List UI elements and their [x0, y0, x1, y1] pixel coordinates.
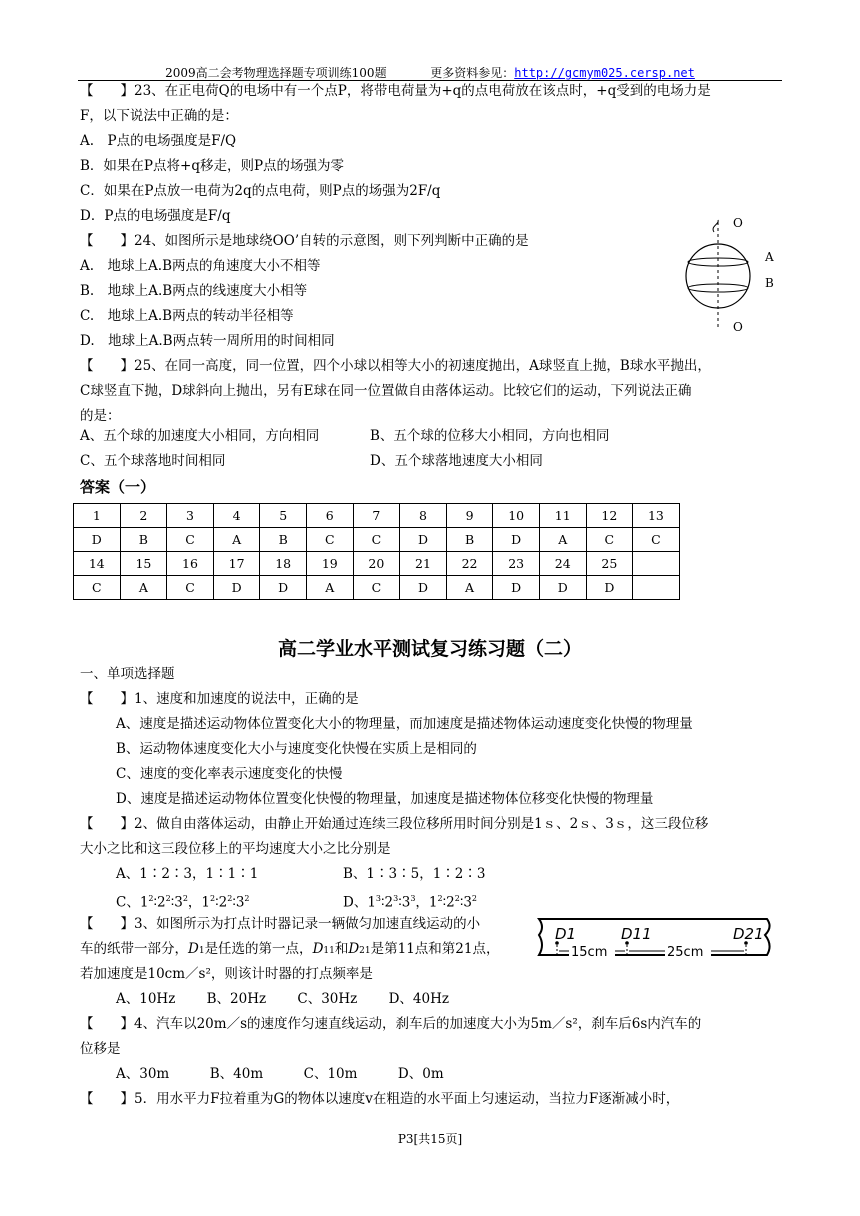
answers-cell: B — [120, 528, 167, 552]
p4-options: A、30m B、40m C、10m D、0m — [116, 1066, 444, 1082]
answers-cell: 7 — [353, 504, 400, 528]
answers-cell: A — [213, 528, 260, 552]
page-footer: P3[共15页] — [397, 1132, 463, 1146]
paper-tape-figure — [535, 915, 775, 971]
tape-label-d21: D21 — [733, 925, 764, 943]
answers-cell: C — [306, 528, 353, 552]
p4-stem-2: 位移是 — [80, 1041, 121, 1057]
p4-stem-1: 【 】4、汽车以20m／s的速度作匀速直线运动，刹车后的加速度大小为5m／s²，刹车后6s内汽车的 — [80, 1016, 702, 1032]
answers-cell: D — [400, 528, 447, 552]
tape-dist-1: 15cm — [571, 945, 608, 960]
answers-cell: 10 — [493, 504, 540, 528]
tape-dist-2: 25cm — [667, 945, 704, 960]
answers-cell: C — [167, 576, 214, 600]
tape-label-d1: D1 — [555, 925, 577, 943]
answers-cell: C — [353, 528, 400, 552]
header-more-label: 更多资料参见： — [430, 66, 515, 80]
p2-option-b: B、1∶3∶5，1∶2∶3 — [343, 866, 486, 882]
answers-cell: D — [493, 528, 540, 552]
answers-cell: D — [400, 576, 447, 600]
answers-cell: 23 — [493, 552, 540, 576]
answers-cell: 25 — [586, 552, 633, 576]
q24-stem: 【 】24、如图所示是地球绕OO’自转的示意图，则下列判断中正确的是 — [80, 233, 529, 249]
answers-cell: 14 — [74, 552, 121, 576]
q23-stem-1: 【 】23、在正电荷Q的电场中有一个点P，将带电荷量为+q的点电荷放在该点时，+q受到的电场力是 — [80, 83, 711, 99]
p2-stem-2: 大小之比和这三段位移上的平均速度大小之比分别是 — [80, 841, 391, 857]
p3-stem-1: 【 】3、如图所示为打点计时器记录一辆做匀加速直线运动的小 — [80, 916, 481, 932]
p2-option-a: A、1∶2∶3，1∶1∶1 — [116, 866, 259, 882]
answers-cell: B — [260, 528, 307, 552]
answers-cell: 20 — [353, 552, 400, 576]
q25-option-a: A、五个球的加速度大小相同，方向相同 — [80, 428, 320, 444]
answers-cell: D — [74, 528, 121, 552]
header-title: 2009高二会考物理选择题专项训练100题 — [165, 66, 387, 80]
q23-stem-2: F，以下说法中正确的是： — [80, 108, 238, 124]
answers-row — [74, 576, 680, 600]
answers-cell: 21 — [400, 552, 447, 576]
earth-rotation-figure — [680, 210, 780, 340]
answers-title: 答案（一） — [80, 478, 156, 496]
q24-option-b: B. 地球上A.B两点的线速度大小相等 — [80, 283, 308, 299]
answers-cell: 22 — [446, 552, 493, 576]
answers-cell: D — [539, 576, 586, 600]
q25-stem-3: 的是： — [80, 408, 121, 424]
answers-cell — [633, 576, 680, 600]
answers-cell: 12 — [586, 504, 633, 528]
answers-cell: 15 — [120, 552, 167, 576]
p3-stem-2: 车的纸带一部分，D1是任选的第一点，D11和D21是第11点和第21点， — [80, 941, 500, 957]
answers-cell: 8 — [400, 504, 447, 528]
answers-row — [74, 504, 680, 528]
answers-cell: C — [74, 576, 121, 600]
p2-option-d: D、$1^3∶2^3∶3^3$，$1^2∶2^2∶3^2$ — [343, 894, 478, 911]
answers-cell: 3 — [167, 504, 214, 528]
answers-cell: A — [120, 576, 167, 600]
answers-cell: 18 — [260, 552, 307, 576]
answers-cell: A — [446, 576, 493, 600]
page-header — [0, 64, 860, 81]
p3-options: A、10Hz B、20Hz C、30Hz D、40Hz — [116, 991, 449, 1007]
answers-cell: D — [586, 576, 633, 600]
fig-label-b: B — [765, 276, 774, 290]
p1-option-b: B、运动物体速度变化大小与速度变化快慢在实质上是相同的 — [116, 741, 477, 757]
fig-label-o-bottom: O — [733, 320, 743, 334]
answers-cell: A — [539, 528, 586, 552]
answers-row — [74, 552, 680, 576]
p2-stem-1: 【 】2、做自由落体运动，由静止开始通过连续三段位移所用时间分别是1ｓ、2ｓ、3ｓ，这三段位移 — [80, 816, 709, 832]
part2-title: 高二学业水平测试复习练习题（二） — [277, 638, 582, 660]
answers-cell: D — [260, 576, 307, 600]
answers-cell: 13 — [633, 504, 680, 528]
q25-stem-1: 【 】25、在同一高度，同一位置，四个小球以相等大小的初速度抛出，A球竖直上抛，B球水平抛出， — [80, 358, 711, 374]
answers-cell: C — [633, 528, 680, 552]
p1-option-a: A、速度是描述运动物体位置变化大小的物理量，而加速度是描述物体运动速度变化快慢的物理量 — [116, 716, 693, 732]
p1-option-c: C、速度的变化率表示速度变化的快慢 — [116, 766, 343, 782]
answers-row — [74, 528, 680, 552]
answers-cell: 4 — [213, 504, 260, 528]
answers-cell: B — [446, 528, 493, 552]
header-link[interactable]: http://gcmym025.cersp.net — [514, 66, 695, 80]
answers-cell: C — [167, 528, 214, 552]
answers-cell: 1 — [74, 504, 121, 528]
section-heading: 一、单项选择题 — [80, 666, 175, 682]
q25-option-c: C、五个球落地时间相同 — [80, 453, 226, 469]
q25-stem-2: C球竖直下抛，D球斜向上抛出，另有E球在同一位置做自由落体运动。比较它们的运动，下列说法正确 — [80, 383, 692, 399]
q25-option-b: B、五个球的位移大小相同，方向也相同 — [370, 428, 610, 444]
answers-cell: 5 — [260, 504, 307, 528]
answers-cell: C — [353, 576, 400, 600]
p3-stem-3: 若加速度是10cm／s²，则该计时器的打点频率是 — [80, 966, 373, 982]
p2-option-c: C、$1^2∶2^2∶3^2$，$1^2∶2^2∶3^2$ — [116, 894, 250, 911]
tape-label-d11: D11 — [621, 925, 652, 943]
answers-cell: D — [213, 576, 260, 600]
answers-table — [73, 503, 680, 600]
q24-option-d: D. 地球上A.B两点转一周所用的时间相同 — [80, 333, 335, 349]
answers-cell — [633, 552, 680, 576]
fig-label-o-top: O — [733, 216, 743, 230]
answers-cell: 2 — [120, 504, 167, 528]
q24-option-c: C. 地球上A.B两点的转动半径相等 — [80, 308, 294, 324]
q25-option-d: D、五个球落地速度大小相同 — [370, 453, 543, 469]
answers-cell: A — [306, 576, 353, 600]
answers-cell: 9 — [446, 504, 493, 528]
answers-cell: 17 — [213, 552, 260, 576]
answers-cell: 11 — [539, 504, 586, 528]
p1-stem: 【 】1、速度和加速度的说法中，正确的是 — [80, 691, 359, 707]
answers-cell: C — [586, 528, 633, 552]
p5-stem: 【 】5．用水平力F拉着重为G的物体以速度v在粗造的水平面上匀速运动，当拉力F逐渐减小时， — [80, 1091, 680, 1107]
answers-cell: D — [493, 576, 540, 600]
q23-option-d: D．P点的电场强度是F/q — [80, 208, 231, 224]
answers-cell: 16 — [167, 552, 214, 576]
q23-option-a: A. P点的电场强度是F/Q — [80, 133, 237, 149]
q23-option-c: C．如果在P点放一电荷为2q的点电荷，则P点的场强为2F/q — [80, 183, 441, 199]
p1-option-d: D、速度是描述运动物体位置变化快慢的物理量，加速度是描述物体位移变化快慢的物理量 — [116, 791, 654, 807]
fig-label-a: A — [765, 250, 774, 264]
q23-option-b: B．如果在P点将+q移走，则P点的场强为零 — [80, 158, 345, 174]
answers-cell: 19 — [306, 552, 353, 576]
q24-option-a: A. 地球上A.B两点的角速度大小不相等 — [80, 258, 321, 274]
answers-cell: 6 — [306, 504, 353, 528]
answers-cell: 24 — [539, 552, 586, 576]
